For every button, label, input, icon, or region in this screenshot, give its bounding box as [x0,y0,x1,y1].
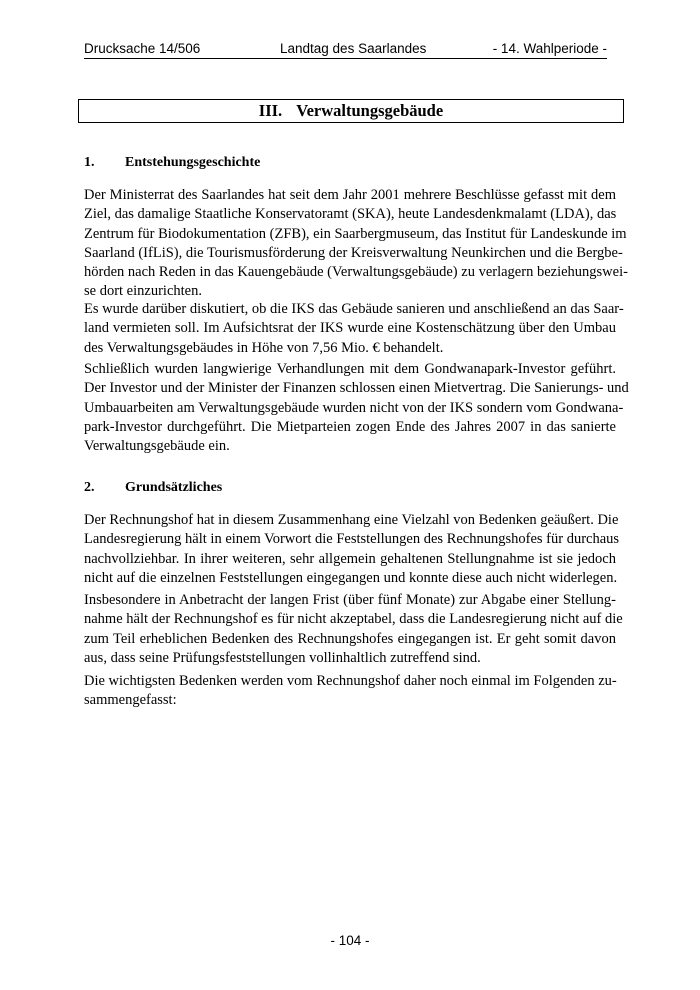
text-line: Ziel, das damalige Staatliche Konservatoramt (SKA), heute Landesdenkmalamt (LDA), das [84,206,617,223]
text-line: zum Teil erheblichen Bedenken des Rechnungshofes eingegangen ist. Er geht somit davon [84,630,616,647]
section-1-title: Entstehungsgeschichte [125,155,261,170]
section-1-paragraph-2 [84,300,624,358]
section-1-number: 1. [84,155,95,170]
section-2-heading [84,480,222,496]
text-line: hörden nach Reden in das Kauengebäude (Verwaltungsgebäude) zu verlagern beziehungswei- [84,264,628,281]
text-line: Verwaltungsgebäude ein. [84,438,230,455]
text-line: Landesregierung hält in einem Vorwort die Feststellungen des Rechnungshofes für durchaus [84,531,620,548]
section-2-paragraph-1 [84,511,620,588]
text-line: park-Investor durchgeführt. Die Mietparteien zogen Ende des Jahres 2007 in das sanierte [84,418,616,435]
text-line: nahme hält der Rechnungshof es für nicht akzeptabel, dass die Landesregierung nicht auf die [84,611,623,628]
section-1-paragraph-1 [84,186,628,302]
chapter-title: Verwaltungsgebäude [296,101,444,120]
text-line: Umbauarbeiten am Verwaltungsgebäude wurden nicht von der IKS sondern vom Gondwana- [84,399,624,416]
text-line: land vermieten soll. Im Aufsichtsrat der IKS wurde eine Kostenschätzung über den Umbau [84,320,616,337]
header-document-number: Drucksache 14/506 [84,41,201,56]
header-parliament: Landtag des Saarlandes [280,41,427,56]
section-2-title: Grundsätzliches [125,480,223,495]
text-line: Insbesondere in Anbetracht der langen Frist (über fünf Monate) zur Abgabe einer Stellung- [84,592,616,608]
text-line: Es wurde darüber diskutiert, ob die IKS das Gebäude sanieren und anschließend an das Saar- [84,301,624,317]
text-line: se dort einzurichten. [84,283,202,300]
text-line: Zentrum für Biodokumentation (ZFB), ein Saarbergmuseum, das Institut für Landeskunde im [84,225,627,242]
text-line: Der Investor und der Minister der Finanzen schlossen einen Mietvertrag. Die Sanierungs- und [84,380,629,397]
text-line: Saarland (IfLiS), die Tourismusförderung der Kreisverwaltung Neunkirchen und die Bergbe- [84,244,623,261]
text-line: aus, dass seine Prüfungsfeststellungen vollinhaltlich zutreffend sind. [84,649,481,666]
chapter-number: III. [258,101,283,120]
text-line: nicht auf die einzelnen Feststellungen eingegangen und konnte diese auch nicht widerlegen. [84,569,618,586]
page-header [84,40,607,59]
text-line: Der Rechnungshof hat in diesem Zusammenhang eine Vielzahl von Bedenken geäußert. Die [84,512,619,528]
text-line: Der Ministerrat des Saarlandes hat seit dem Jahr 2001 mehrere Beschlüsse gefasst mit dem [84,187,616,203]
text-line: nachvollziehbar. In ihrer weiteren, sehr allgemein gehaltenen Stellungnahme ist sie jedoch [84,550,616,567]
text-line: sammengefasst: [84,692,177,709]
page-number: - 104 - [330,933,370,948]
section-1-heading [84,155,260,171]
section-2-paragraph-2 [84,591,623,668]
section-1-paragraph-3 [84,360,629,456]
text-line: des Verwaltungsgebäudes in Höhe von 7,56 Mio. € behandelt. [84,339,444,356]
chapter-title-box [78,99,624,123]
text-line: Schließlich wurden langwierige Verhandlungen mit dem Gondwanapark-Investor geführt. [84,361,616,377]
section-2-number: 2. [84,480,95,495]
header-period: - 14. Wahlperiode - [492,41,607,56]
section-2-paragraph-3 [84,672,616,711]
text-line: Die wichtigsten Bedenken werden vom Rechnungshof daher noch einmal im Folgenden zu- [84,673,617,689]
